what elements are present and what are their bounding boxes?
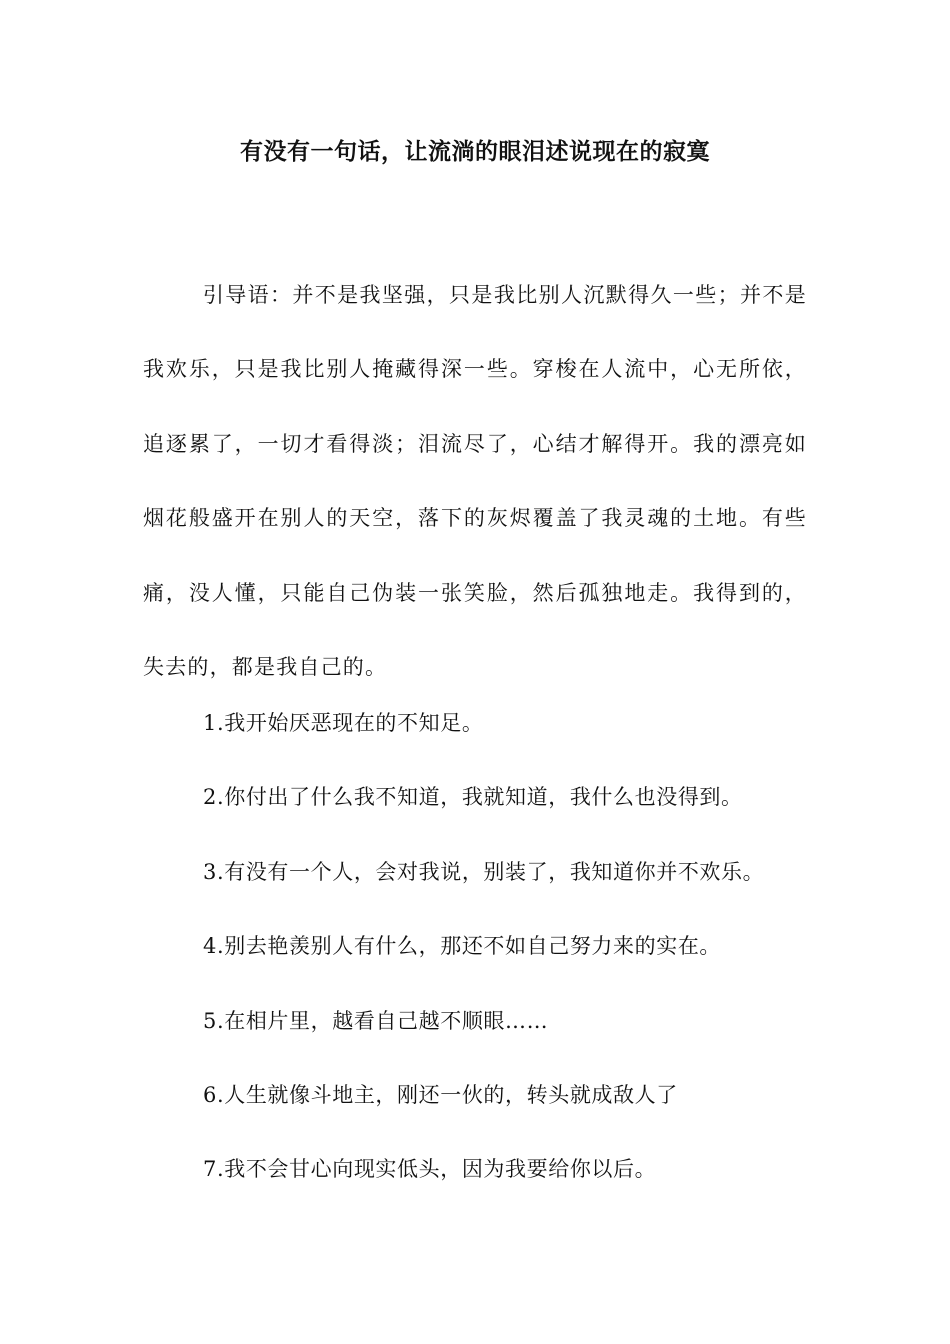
list-item: 7.我不会甘心向现实低头，因为我要给你以后。: [203, 1157, 657, 1182]
list-item: 5.在相片里，越看自己越不顺眼……: [203, 1008, 549, 1033]
list-item: 4.别去艳羡别人有什么，那还不如自己努力来的实在。: [203, 934, 722, 959]
quote-list: [203, 686, 823, 1207]
list-item: 2.你付出了什么我不知道，我就知道，我什么也没得到。: [203, 785, 743, 810]
document-title: 有没有一句话，让流淌的眼泪述说现在的寂寞: [240, 138, 710, 165]
list-item: 3.有没有一个人，会对我说，别装了，我知道你并不欢乐。: [203, 859, 765, 884]
intro-paragraph: 引导语：并不是我坚强，只是我比别人沉默得久一些；并不是我欢乐，只是我比别人掩藏得深一些。穿梭在人流中，心无所依，追逐累了，一切才看得淡；泪流尽了，心结才解得开。我的漂亮如烟花般盛开在别人的天空，落下的灰烬覆盖了我灵魂的土地。有些痛，没人懂，只能自己伪装一张笑脸，然后孤独地走。我得到的，失去的，都是我自己的。: [143, 283, 807, 680]
list-item: 6.人生就像斗地主，刚还一伙的，转头就成敌人了: [203, 1082, 678, 1107]
list-item: 1.我开始厌恶现在的不知足。: [203, 711, 484, 735]
